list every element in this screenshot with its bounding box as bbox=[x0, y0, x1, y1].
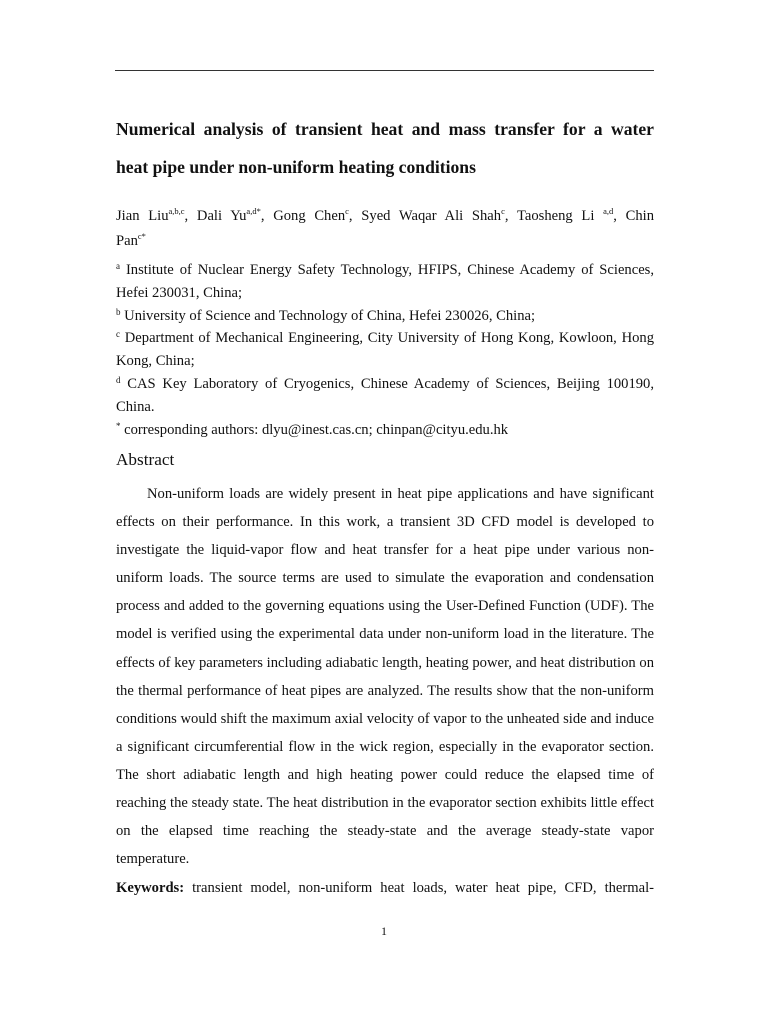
title-line-2: heat pipe under non-uniform heating conditions bbox=[116, 157, 476, 177]
author-row-1: Jian Liu$^{a,b,c}$, Dali $Yu^{a,d*}$, Gong Chen$^c$, Syed Waqar Ali Shah$^c$, Taosheng Li $^{a,d}$, Chin bbox=[116, 206, 654, 224]
author-list bbox=[116, 204, 654, 254]
paper-title bbox=[116, 110, 654, 186]
author-affil-sup: c bbox=[501, 206, 505, 216]
affiliation-a bbox=[116, 259, 654, 305]
affil-marker: d bbox=[116, 374, 121, 385]
author-affil-sup: c bbox=[345, 206, 349, 216]
keywords-label: Keywords: bbox=[116, 880, 185, 896]
author-affil-sup: a,b,c bbox=[168, 206, 185, 216]
abstract-heading: Abstract bbox=[116, 450, 175, 469]
affiliation-list bbox=[116, 259, 654, 441]
affiliation-c bbox=[116, 327, 654, 373]
affil-text: corresponding authors: dlyu@inest.cas.cn; chinpan@cityu.edu.hk bbox=[124, 421, 509, 438]
affil-text: University of Science and Technology of China, Hefei 230026, China; bbox=[124, 307, 536, 324]
author-name: Taosheng Li bbox=[516, 208, 604, 224]
affiliation-d bbox=[116, 373, 654, 419]
author-affil-sup: a,d bbox=[603, 206, 614, 216]
affil-marker: b bbox=[116, 306, 121, 317]
author-name: Chin bbox=[625, 208, 654, 224]
affil-marker: * bbox=[116, 420, 121, 431]
author-name: Gong Chen bbox=[273, 208, 346, 224]
affiliation-b bbox=[116, 305, 654, 328]
author-name: Jian Liu bbox=[116, 208, 169, 224]
affil-text: Department of Mechanical Engineering, City University of Hong Kong, Kowloon, Hong Kong, China; bbox=[116, 330, 654, 370]
corresponding-authors bbox=[116, 419, 654, 442]
page-number: 1 bbox=[381, 924, 387, 938]
top-rule bbox=[115, 70, 654, 71]
author-name: Pan bbox=[116, 233, 138, 249]
affil-marker: a bbox=[116, 261, 120, 271]
keywords-line bbox=[116, 874, 654, 902]
abstract-body: Non-uniform loads are widely present in heat pipe applications and have significant effects on their performance. In this work, a transient 3D CFD model is developed to investigate the liquid-vapor flow and heat transfer for a heat pipe under various non-uniform loads. The source terms are used to simulate the evaporation and condensation process and added to the governing equations using the User-Defined Function (UDF). The model is verified using the experimental data under non-uniform load in the literature. The effects of key parameters including adiabatic length, heating power, and heat distribution on the thermal performance of heat pipes are analyzed. The results show that the non-uniform conditions would shift the maximum axial velocity of vapor to the unheated side and induce a significant circumferential flow in the wick region, especially in the evaporator section. The short adiabatic length and high heating power could reduce the elapsed time of reaching the steady state. The heat distribution in the evaporator section exhibits little effect on the elapsed time reaching the steady-state and the average steady-state vapor temperature. bbox=[116, 486, 654, 868]
author-name: Dali Yu bbox=[196, 208, 247, 224]
author-affil-sup: a,d* bbox=[246, 206, 261, 216]
affil-marker: c bbox=[116, 329, 120, 340]
affil-text: CAS Key Laboratory of Cryogenics, Chinese Academy of Sciences, Beijing 100190, China. bbox=[116, 375, 654, 415]
affil-text: Institute of Nuclear Energy Safety Technology, HFIPS, Chinese Academy of Sciences, Hefei 230031, China; bbox=[116, 262, 655, 301]
keywords-text: transient model, non-uniform heat loads, water heat pipe, CFD, thermal- bbox=[192, 880, 655, 896]
title-line-1: Numerical analysis of transient heat and mass transfer for a water bbox=[116, 119, 654, 139]
author-affil-sup: c* bbox=[137, 231, 146, 241]
author-name: Syed Waqar Ali Shah bbox=[361, 208, 502, 224]
author-row-2 bbox=[116, 229, 654, 254]
